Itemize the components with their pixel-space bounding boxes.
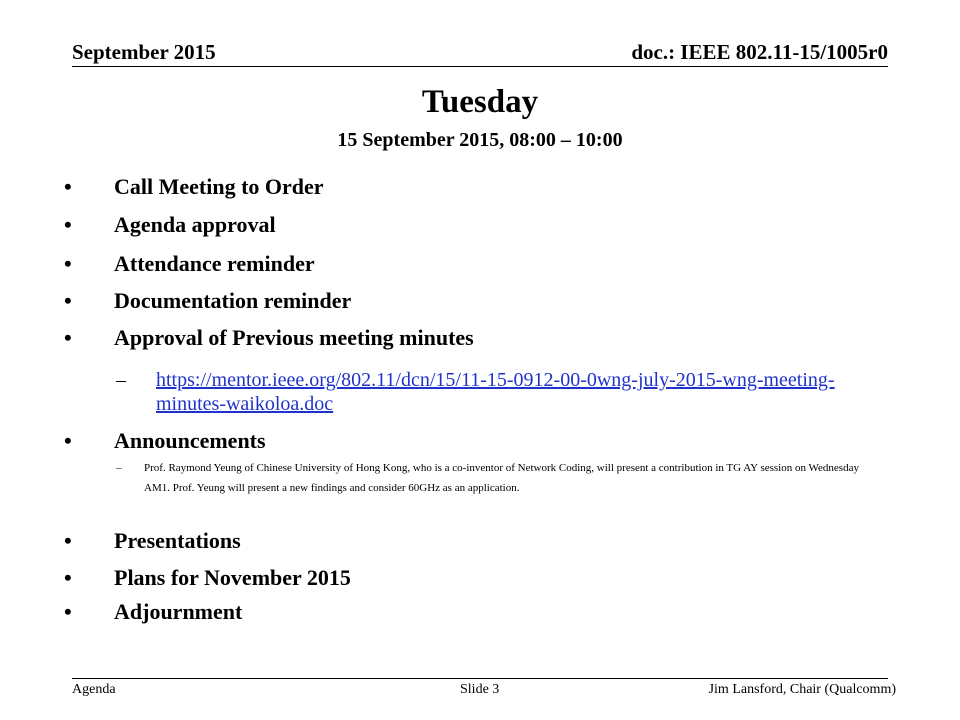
slide-subtitle: 15 September 2015, 08:00 – 10:00 — [337, 129, 623, 151]
header-doc-id: doc.: IEEE 802.11-15/1005r0 — [631, 40, 888, 64]
dash-marker: – — [116, 462, 122, 474]
agenda-item — [64, 565, 351, 591]
agenda-item-label: Plans for November 2015 — [114, 565, 351, 590]
header-date: September 2015 — [72, 40, 216, 64]
agenda-item — [64, 174, 324, 200]
minutes-link[interactable]: https://mentor.ieee.org/802.11/dcn/15/11-15-0912-00-0wng-july-2015-wng-meeting-minutes-waikoloa.doc — [156, 369, 835, 415]
agenda-item-label: Approval of Previous meeting minutes — [114, 325, 474, 350]
bullet-marker: • — [64, 599, 72, 624]
dash-marker: – — [116, 369, 126, 391]
bullet-marker: • — [64, 212, 72, 237]
agenda-item — [64, 325, 474, 351]
agenda-item — [64, 251, 315, 277]
agenda-item — [64, 428, 266, 454]
slide-title: Tuesday — [421, 84, 539, 120]
agenda-item — [64, 288, 351, 314]
bullet-marker: • — [64, 174, 72, 199]
header-divider — [72, 66, 888, 67]
bullet-marker: • — [64, 428, 72, 453]
bullet-marker: • — [64, 565, 72, 590]
bullet-marker: • — [64, 528, 72, 553]
agenda-item-label: Presentations — [114, 528, 241, 553]
footer-slide-number: Slide 3 — [460, 682, 500, 697]
agenda-item-label: Agenda approval — [114, 212, 276, 237]
bullet-marker: • — [64, 325, 72, 350]
footer-author: Jim Lansford, Chair (Qualcomm) — [708, 682, 896, 697]
announcement-text: Prof. Raymond Yeung of Chinese University of Hong Kong, who is a co-inventor of Network Coding, will present a contribution in TG AY session on Wednesday AM1. Prof. Yeung will present a new findings and consider 60GHz as an application. — [144, 462, 859, 494]
agenda-item — [64, 212, 276, 238]
agenda-item-label: Announcements — [114, 428, 266, 453]
bullet-marker: • — [64, 251, 72, 276]
footer-section: Agenda — [72, 682, 116, 697]
agenda-item-label: Call Meeting to Order — [114, 174, 324, 199]
footer-divider — [72, 678, 888, 679]
agenda-item — [64, 528, 241, 554]
agenda-item-label: Documentation reminder — [114, 288, 352, 313]
agenda-item-label: Attendance reminder — [114, 251, 315, 276]
bullet-marker: • — [64, 288, 72, 313]
agenda-item — [64, 599, 242, 625]
agenda-item-label: Adjournment — [114, 599, 243, 624]
